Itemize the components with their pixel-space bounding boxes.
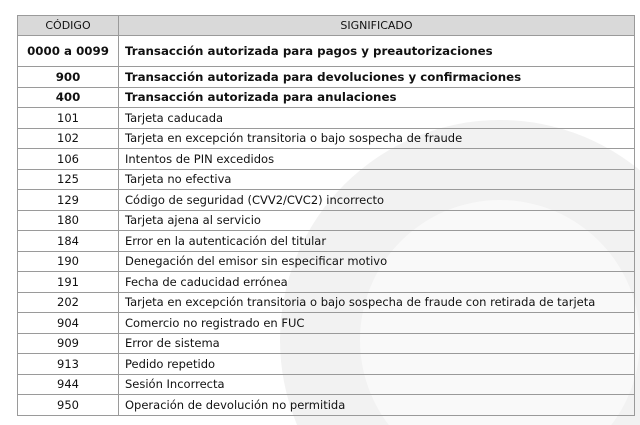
row-code: 400 — [18, 87, 119, 108]
table-row — [18, 67, 635, 88]
row-code: 101 — [18, 108, 119, 129]
row-meaning: Transacción autorizada para pagos y preautorizaciones — [119, 36, 635, 67]
row-code: 904 — [18, 313, 119, 334]
row-code: 944 — [18, 374, 119, 395]
row-code: 102 — [18, 128, 119, 149]
table-row — [18, 395, 635, 416]
row-meaning: Código de seguridad (CVV2/CVC2) incorrecto — [119, 190, 635, 211]
table-row — [18, 333, 635, 354]
row-meaning: Comercio no registrado en FUC — [119, 313, 635, 334]
table-row — [18, 251, 635, 272]
row-code: 106 — [18, 149, 119, 170]
row-meaning: Sesión Incorrecta — [119, 374, 635, 395]
row-meaning: Intentos de PIN excedidos — [119, 149, 635, 170]
row-code: 184 — [18, 231, 119, 252]
header-code: CÓDIGO — [18, 16, 119, 36]
row-code: 950 — [18, 395, 119, 416]
response-codes-table — [17, 15, 635, 416]
header-meaning: SIGNIFICADO — [119, 16, 635, 36]
row-code: 0000 a 0099 — [18, 36, 119, 67]
row-meaning: Tarjeta en excepción transitoria o bajo sospecha de fraude — [119, 128, 635, 149]
table-row — [18, 374, 635, 395]
row-code: 191 — [18, 272, 119, 293]
table-row — [18, 169, 635, 190]
row-code: 129 — [18, 190, 119, 211]
row-code: 900 — [18, 67, 119, 88]
row-code: 190 — [18, 251, 119, 272]
row-meaning: Tarjeta caducada — [119, 108, 635, 129]
table-body — [18, 36, 635, 416]
row-meaning: Error de sistema — [119, 333, 635, 354]
table-header-row — [18, 16, 635, 36]
row-code: 180 — [18, 210, 119, 231]
table-row — [18, 231, 635, 252]
row-meaning: Transacción autorizada para anulaciones — [119, 87, 635, 108]
table-row — [18, 354, 635, 375]
row-meaning: Tarjeta en excepción transitoria o bajo sospecha de fraude con retirada de tarjeta — [119, 292, 635, 313]
table-row — [18, 128, 635, 149]
row-meaning: Fecha de caducidad errónea — [119, 272, 635, 293]
table-row — [18, 210, 635, 231]
row-code: 909 — [18, 333, 119, 354]
row-meaning: Tarjeta no efectiva — [119, 169, 635, 190]
row-code: 202 — [18, 292, 119, 313]
table-row — [18, 190, 635, 211]
table-row — [18, 108, 635, 129]
table-row — [18, 149, 635, 170]
table-row — [18, 87, 635, 108]
table-row — [18, 272, 635, 293]
row-meaning: Pedido repetido — [119, 354, 635, 375]
table-row — [18, 36, 635, 67]
row-code: 125 — [18, 169, 119, 190]
table-row — [18, 313, 635, 334]
table-row — [18, 292, 635, 313]
row-meaning: Transacción autorizada para devoluciones y confirmaciones — [119, 67, 635, 88]
row-code: 913 — [18, 354, 119, 375]
row-meaning: Error en la autenticación del titular — [119, 231, 635, 252]
row-meaning: Operación de devolución no permitida — [119, 395, 635, 416]
row-meaning: Tarjeta ajena al servicio — [119, 210, 635, 231]
row-meaning: Denegación del emisor sin especificar motivo — [119, 251, 635, 272]
